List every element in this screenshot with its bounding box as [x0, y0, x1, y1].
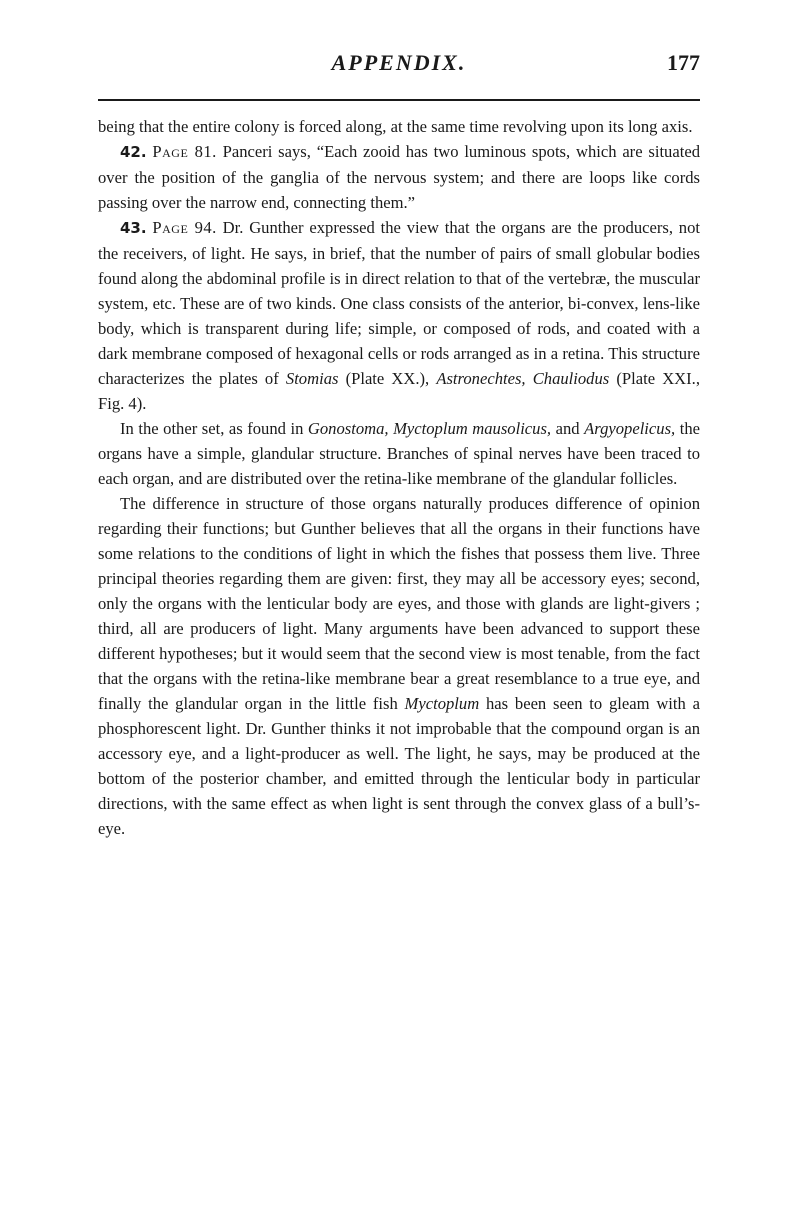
running-head — [98, 50, 700, 84]
header-rule — [98, 99, 700, 101]
body-text — [98, 114, 700, 841]
paragraph-text: Panceri says, “Each zooid has two luminous spots, which are situated over the position of the ganglia of the nervous system; and there are loops like cords passing over the narrow end, connecting them.” — [98, 142, 700, 212]
italic-genus: Myctoplum — [404, 694, 480, 713]
note-43 — [98, 215, 700, 416]
paragraph-text: being that the entire colony is forced along, at the same time revolving upon its long axis. — [98, 117, 693, 136]
note-42 — [98, 139, 700, 215]
italic-genus: Stomias — [285, 369, 339, 388]
running-title: APPENDIX. — [331, 50, 467, 75]
paragraph-text: and — [551, 419, 585, 438]
paragraph-text: The difference in structure of those organs naturally produces difference of opinion regarding their functions; but Gunther believes that all the organs in their functions have some relations to the conditions of light in which the fishes that possess them live. Three principal theories regarding them are given: first, they may all be accessory eyes; second, only the organs with the lenticular body are eyes, and those with glands are light-givers ; third, all are producers of light. Many arguments have been advanced to support these different hypotheses; but it would seem that the second view is most tenable, from the fact that the organs with the retina-like membrane bear a great resemblance to a true eye, and finally the glandular organ in the little fish — [98, 494, 700, 713]
paragraph-text: Dr. Gunther expressed the view that the organs are the producers, not the receivers, of light. He says, in brief, that the number of pairs of small globular bodies found along the abdominal profile is in direct relation to that of the vertebræ, the muscular system, etc. These are of two kinds. One class consists of the anterior, bi-convex, lens-like body, which is transparent during life; simple, or composed of rods, and coated with a dark membrane composed of hexagonal cells or rods arranged as in a retina. This structure characterizes the plates of — [98, 218, 700, 388]
note-number: 43. — [120, 219, 147, 237]
page-reference: Page 94. — [152, 218, 217, 237]
paragraph-other-set — [98, 416, 700, 491]
italic-genus: Argyopelicus, — [584, 419, 676, 438]
paragraph-text: (Plate XXI., Fig. 4). — [98, 369, 700, 413]
paragraph-text: has been seen to gleam with a phosphorescent light. Dr. Gunther thinks it not improbable that the compound organ is an accessory eye, and a light-producer as well. The light, he says, may be produced at the bottom of the posterior chamber, and emitted through the lenticular body in particular directions, with the same effect as when light is sent through the convex glass of a bull’s-eye. — [98, 694, 700, 838]
paragraph-difference — [98, 491, 700, 841]
page-reference: Page 81. — [152, 142, 217, 161]
paragraph-text: In the other set, as found in — [120, 419, 308, 438]
note-number: 42. — [120, 143, 147, 161]
italic-genus: Gonostoma, Myctoplum mausolicus, — [307, 419, 552, 438]
italic-genus: Astronechtes, Chauliodus — [436, 369, 610, 388]
paragraph-text: the organs have a simple, glandular structure. Branches of spinal nerves have been traced to each organ, and are distributed over the retina-like membrane of the glandular follicles. — [98, 419, 700, 488]
paragraph-text: (Plate XX.), — [338, 369, 437, 388]
paragraph-continuation — [98, 114, 700, 139]
page-number: 177 — [667, 50, 700, 75]
